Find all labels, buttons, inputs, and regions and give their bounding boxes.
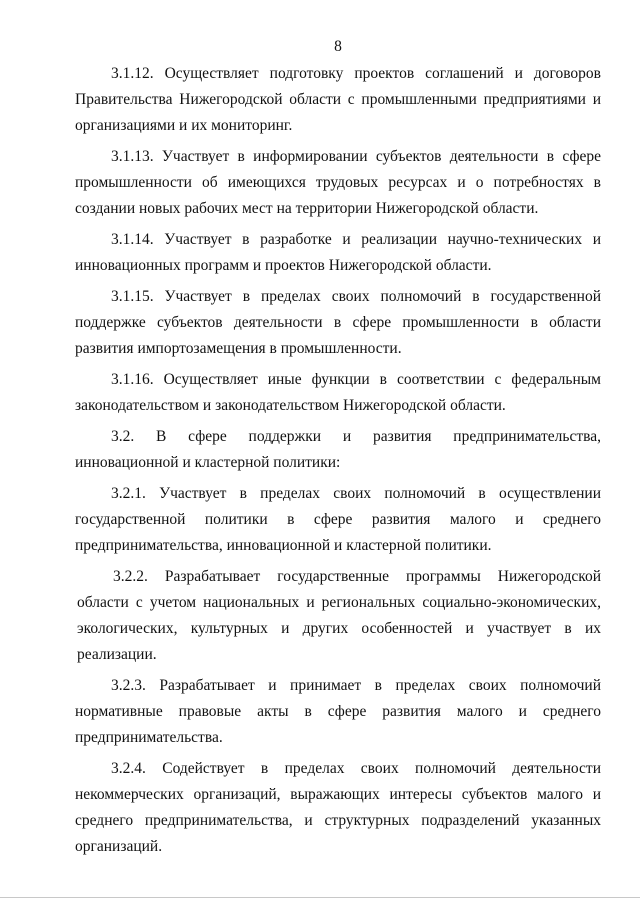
paragraph-3-1-13: 3.1.13. Участвует в информировании субъектов деятельности в сфере промышленности об имеющихся трудовых ресурсах и о потребностях в создании новых рабочих мест на территории Нижегородской области. xyxy=(75,148,601,217)
paragraph-3-1-14: 3.1.14. Участвует в разработке и реализации научно-технических и инновационных программ и проектов Нижегородской области. xyxy=(75,231,601,274)
paragraph-3-2-2: 3.2.2. Разрабатывает государственные программы Нижегородской области с учетом национальных и региональных социально-экономических, экологических, культурных и других особенностей и участвует в их реализации. xyxy=(77,568,601,663)
paragraph-3-1-16: 3.1.16. Осуществляет иные функции в соответствии с федеральным законодательством и законодательством Нижегородской области. xyxy=(75,371,601,414)
paragraph-3-2-3: 3.2.3. Разрабатывает и принимает в пределах своих полномочий нормативные правовые акты в сфере развития малого и среднего предпринимательства. xyxy=(75,677,601,746)
paragraph-3-1-12: 3.1.12. Осуществляет подготовку проектов соглашений и договоров Правительства Нижегородской области с промышленными предприятиями и организациями и их мониторинг. xyxy=(75,65,601,134)
document-body xyxy=(75,61,601,865)
paragraph-3-2-4: 3.2.4. Содействует в пределах своих полномочий деятельности некоммерческих организаций, выражающих интересы субъектов малого и среднего предпринимательства, и структурных подразделений указанных организаций. xyxy=(75,760,601,855)
paragraph-3-2: 3.2. В сфере поддержки и развития предпринимательства, инновационной и кластерной политики: xyxy=(75,428,601,471)
page-bottom-edge xyxy=(0,897,640,898)
paragraph-3-1-15: 3.1.15. Участвует в пределах своих полномочий в государственной поддержке субъектов деятельности в сфере промышленности в области развития импортозамещения в промышленности. xyxy=(75,288,601,357)
paragraph-3-2-1: 3.2.1. Участвует в пределах своих полномочий в осуществлении государственной политики в сфере развития малого и среднего предпринимательства, инновационной и кластерной политики. xyxy=(75,485,601,554)
page-number: 8 xyxy=(334,38,342,55)
